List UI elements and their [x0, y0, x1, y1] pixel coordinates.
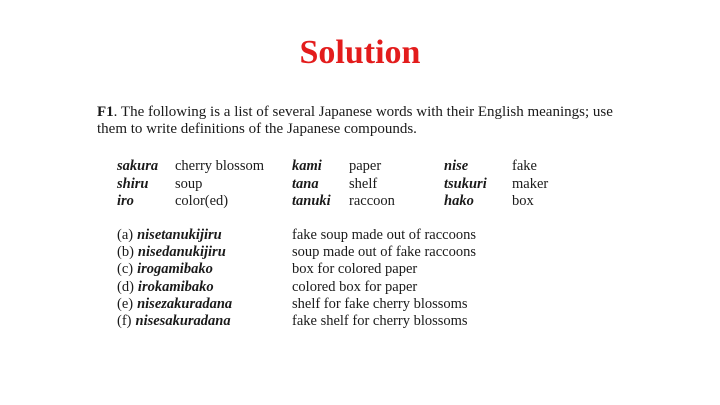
vocab-japanese: tanuki [292, 193, 331, 209]
answer-meaning: box for colored paper [292, 261, 418, 278]
answer-meaning: shelf for fake cherry blossoms [292, 295, 468, 312]
answer-label: (b) [117, 244, 134, 261]
vocab-english: raccoon [349, 193, 395, 209]
answer-meaning: colored box for paper [292, 278, 418, 295]
vocab-english: color(ed) [175, 193, 229, 209]
answer-label: (f) [117, 312, 132, 329]
answer-label: (e) [117, 295, 134, 312]
vocab-english: maker [512, 175, 549, 192]
page-title: Solution [299, 34, 421, 71]
answer-meaning: fake soup made out of raccoons [292, 227, 477, 243]
problem-number: F1 [97, 104, 114, 120]
vocab-japanese: hako [444, 193, 474, 209]
vocab-japanese: iro [117, 193, 134, 209]
answer-compound: irokamibako [137, 278, 214, 295]
answer-compound: nisetanukijiru [137, 227, 222, 243]
answer-meaning: fake shelf for cherry blossoms [292, 312, 468, 329]
vocab-english: cherry blossom [175, 158, 264, 174]
vocab-japanese: kami [292, 158, 322, 174]
answer-compound: nisesakuradana [135, 312, 231, 329]
problem-text: . The following is a list of several Japanese words with their English meanings; use them to write definitions of the Japanese compounds. [97, 104, 613, 137]
vocab-japanese: sakura [117, 158, 159, 174]
answer-compound: nisedanukijiru [137, 244, 226, 261]
vocab-japanese: tsukuri [444, 175, 487, 192]
vocab-english: fake [512, 158, 537, 174]
vocab-japanese: nise [444, 158, 469, 174]
answer-compound: nisezakuradana [137, 295, 233, 312]
vocab-english: box [512, 193, 534, 209]
answer-meaning: soup made out of fake raccoons [292, 244, 477, 261]
answer-label: (d) [117, 278, 134, 295]
problem-statement [97, 104, 637, 138]
vocab-japanese: shiru [117, 175, 149, 192]
answer-compound: irogamibako [137, 261, 213, 278]
vocab-japanese: tana [292, 175, 319, 192]
vocab-english: shelf [349, 175, 378, 192]
answer-label: (c) [117, 261, 134, 278]
vocab-english: paper [349, 158, 382, 174]
answer-label: (a) [117, 227, 134, 243]
vocab-english: soup [175, 175, 203, 192]
